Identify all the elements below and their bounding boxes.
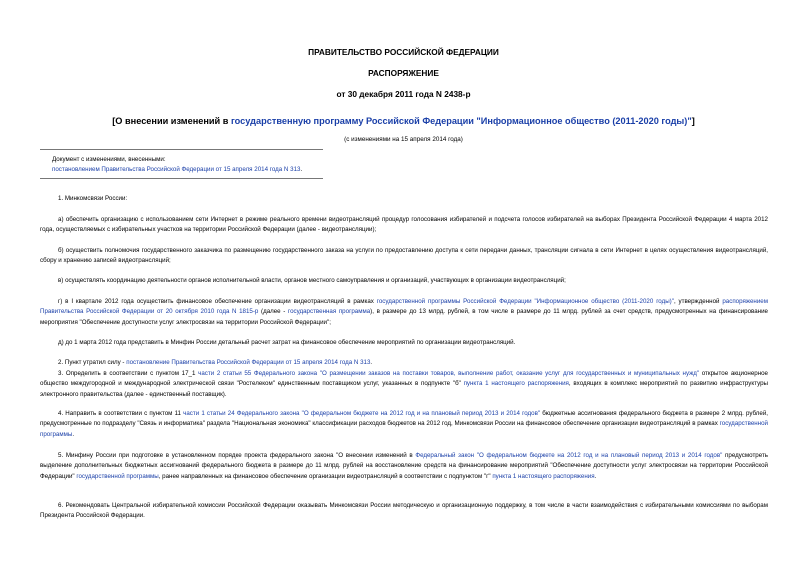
paragraph-1v: в) осуществлять координацию деятельности органов исполнительной власти, органов местного самоуправления и организаций, участвующих в организации видеотрансляций; xyxy=(58,277,566,284)
paragraph-4 xyxy=(40,409,768,440)
amendments-note xyxy=(52,155,302,175)
paragraph-4-text-3: . xyxy=(72,430,75,438)
paragraph-1g-text-1: г) в I квартале 2012 года осуществить финансовое обеспечение организации видеотрансляций в рамках xyxy=(58,298,377,305)
paragraph-1g xyxy=(40,297,768,328)
paragraph-5-text-4: . xyxy=(594,472,597,480)
state-program-link-2[interactable]: государственной программы xyxy=(40,420,768,438)
paragraph-1g-text-4: ), в размере до 13 млрд. рублей, в том числе в размере до 11 млрд. рублей за счет средств, предусмотренных на финансирование мероприятия "Обеспечение доступности услуг электросвязи на территории Российской Федерации"; xyxy=(40,308,768,326)
budget-law-article-24-link[interactable]: части 1 статьи 24 Федерального закона "О федеральном бюджете на 2012 год и на плановый период 2013 и 2014 годов" xyxy=(183,410,541,417)
amendments-note-line xyxy=(52,165,302,175)
amendments-note-end: . xyxy=(300,166,303,173)
paragraph-1b: б) осуществить полномочия государственного заказчика по размещению государственного заказа на услуги по предоставлению доступа к сети передачи данных, трансляции сигнала в сети Интернет в целях осуществления видеотрансляций, сбору и хранению записей видеотрансляций; xyxy=(40,247,768,265)
paragraph-1a: а) обеспечить организацию с использованием сети Интернет в режиме реального времени видеотрансляций процедур голосования избирателей и подсчета голосов избирателей на выборах Президента Российской Федерации 4 марта 2012 года, осуществляемых с избирательных участков на территории Российской Федерации (далее - видеотрансляции); xyxy=(40,216,768,234)
title-prefix: [О внесении изменений в xyxy=(112,116,231,126)
amendments-note-label: Документ с изменениями, внесенными: xyxy=(52,156,166,163)
state-program-link-3[interactable]: государственной программы xyxy=(76,472,159,480)
paragraph-2-text-2: . xyxy=(370,359,373,366)
paragraph-1d: д) до 1 марта 2012 года представить в Минфин России детальный расчет затрат на финансовое обеспечение мероприятий по организации видеотрансляций. xyxy=(58,339,516,346)
paragraph-3-text-3: , входящих в комплекс мероприятий по развитию инфраструктуры электронного правительства (далее - единственный поставщик). xyxy=(40,380,768,398)
paragraph-5-text-2: предусмотреть выделение дополнительных бюджетных ассигнований федерального бюджета в размере до 11 млрд. рублей на восстановление средств на финансирование мероприятий "Обеспечение доступности услуг электросвязи на территории Российской Федерации" xyxy=(40,452,769,480)
clause-1-link-2[interactable]: пункта 1 настоящего распоряжения xyxy=(492,472,595,480)
document-title xyxy=(0,116,807,126)
title-suffix: ] xyxy=(691,116,695,126)
document-type-heading: РАСПОРЯЖЕНИЕ xyxy=(368,68,439,78)
paragraph-1g-text-3: (далее - xyxy=(258,308,288,316)
paragraph-5 xyxy=(40,451,768,482)
title-program-link[interactable]: государственную программу Российской Федерации "Информационное общество (2011-2020 годы)" xyxy=(230,116,692,126)
paragraph-6: 6. Рекомендовать Центральной избирательной комиссии Российской Федерации оказывать Минкомсвязи России методическую и организационную поддержку, в том числе в части взаимодействия с избирательными комиссиями по выборам Президента Российской Федерации. xyxy=(40,502,768,520)
order-1815-link[interactable]: распоряжением Правительства Российской Федерации от 20 октября 2010 года N 1815-р xyxy=(40,298,768,316)
decree-313-link[interactable]: постановление Правительства Российской Федерации от 15 апреля 2014 года N 313 xyxy=(126,359,371,366)
date-number-heading: от 30 декабря 2011 года N 2438-р xyxy=(336,89,471,99)
state-program-link[interactable]: государственная программа xyxy=(287,308,371,316)
paragraph-3-text-1: 3. Определить в соответствии с пунктом 17_1 xyxy=(58,370,199,377)
paragraph-5-text-1: 5. Минфину России при подготовке в установленном порядке проекта федерального закона "О внесении изменений в xyxy=(58,452,416,459)
clause-1-link[interactable]: пункта 1 настоящего распоряжения xyxy=(463,380,569,388)
paragraph-4-text-1: 4. Направить в соответствии с пунктом 11 xyxy=(58,410,184,417)
paragraph-3 xyxy=(40,369,768,400)
paragraph-5-text-3: , ранее направленных на финансовое обеспечение организации видеотрансляций в соответствии с подпунктом "г" xyxy=(158,472,493,480)
paragraph-1g-text-2: , утвержденной xyxy=(673,298,723,305)
amendment-subtitle: (с изменениями на 15 апреля 2014 года) xyxy=(344,136,463,143)
paragraph-2 xyxy=(40,358,768,368)
amendment-decree-link[interactable]: постановлением Правительства Российской Федерации от 15 апреля 2014 года N 313 xyxy=(52,166,301,173)
program-link[interactable]: государственной программы Российской Федерации "Информационное общество (2011-2020 годы)" xyxy=(376,298,674,305)
paragraph-2-text-1: 2. Пункт утратил силу - xyxy=(58,359,127,366)
divider-top xyxy=(40,149,323,150)
paragraph-3-text-2: открытое акционерное общество междугородной и международной электрической связи "Ростелеком" единственным поставщиком услуг, указанных в подпункте "б" xyxy=(40,370,769,388)
law-article-55-link[interactable]: части 2 статьи 55 Федерального закона "О размещении заказов на поставки товаров, выполнение работ, оказание услуг для государственных и муниципальных нужд" xyxy=(198,370,700,377)
budget-law-link[interactable]: Федеральный закон "О федеральном бюджете на 2012 год и на плановый период 2013 и 2014 годов" xyxy=(415,452,723,459)
paragraph-1: 1. Минкомсвязи России: xyxy=(58,195,128,202)
paragraph-4-text-2: бюджетные ассигнования федерального бюджета в размере 2 млрд. рублей, предусмотренные по подразделу "Связь и информатика" раздела "Национальная экономика" классификации расходов бюджетов на 2012 год, Минкомсвязи России на финансовое обеспечение организации видеотрансляций в рамках xyxy=(40,410,768,428)
government-heading: ПРАВИТЕЛЬСТВО РОССИЙСКОЙ ФЕДЕРАЦИИ xyxy=(308,47,499,57)
divider-bottom xyxy=(40,178,323,179)
